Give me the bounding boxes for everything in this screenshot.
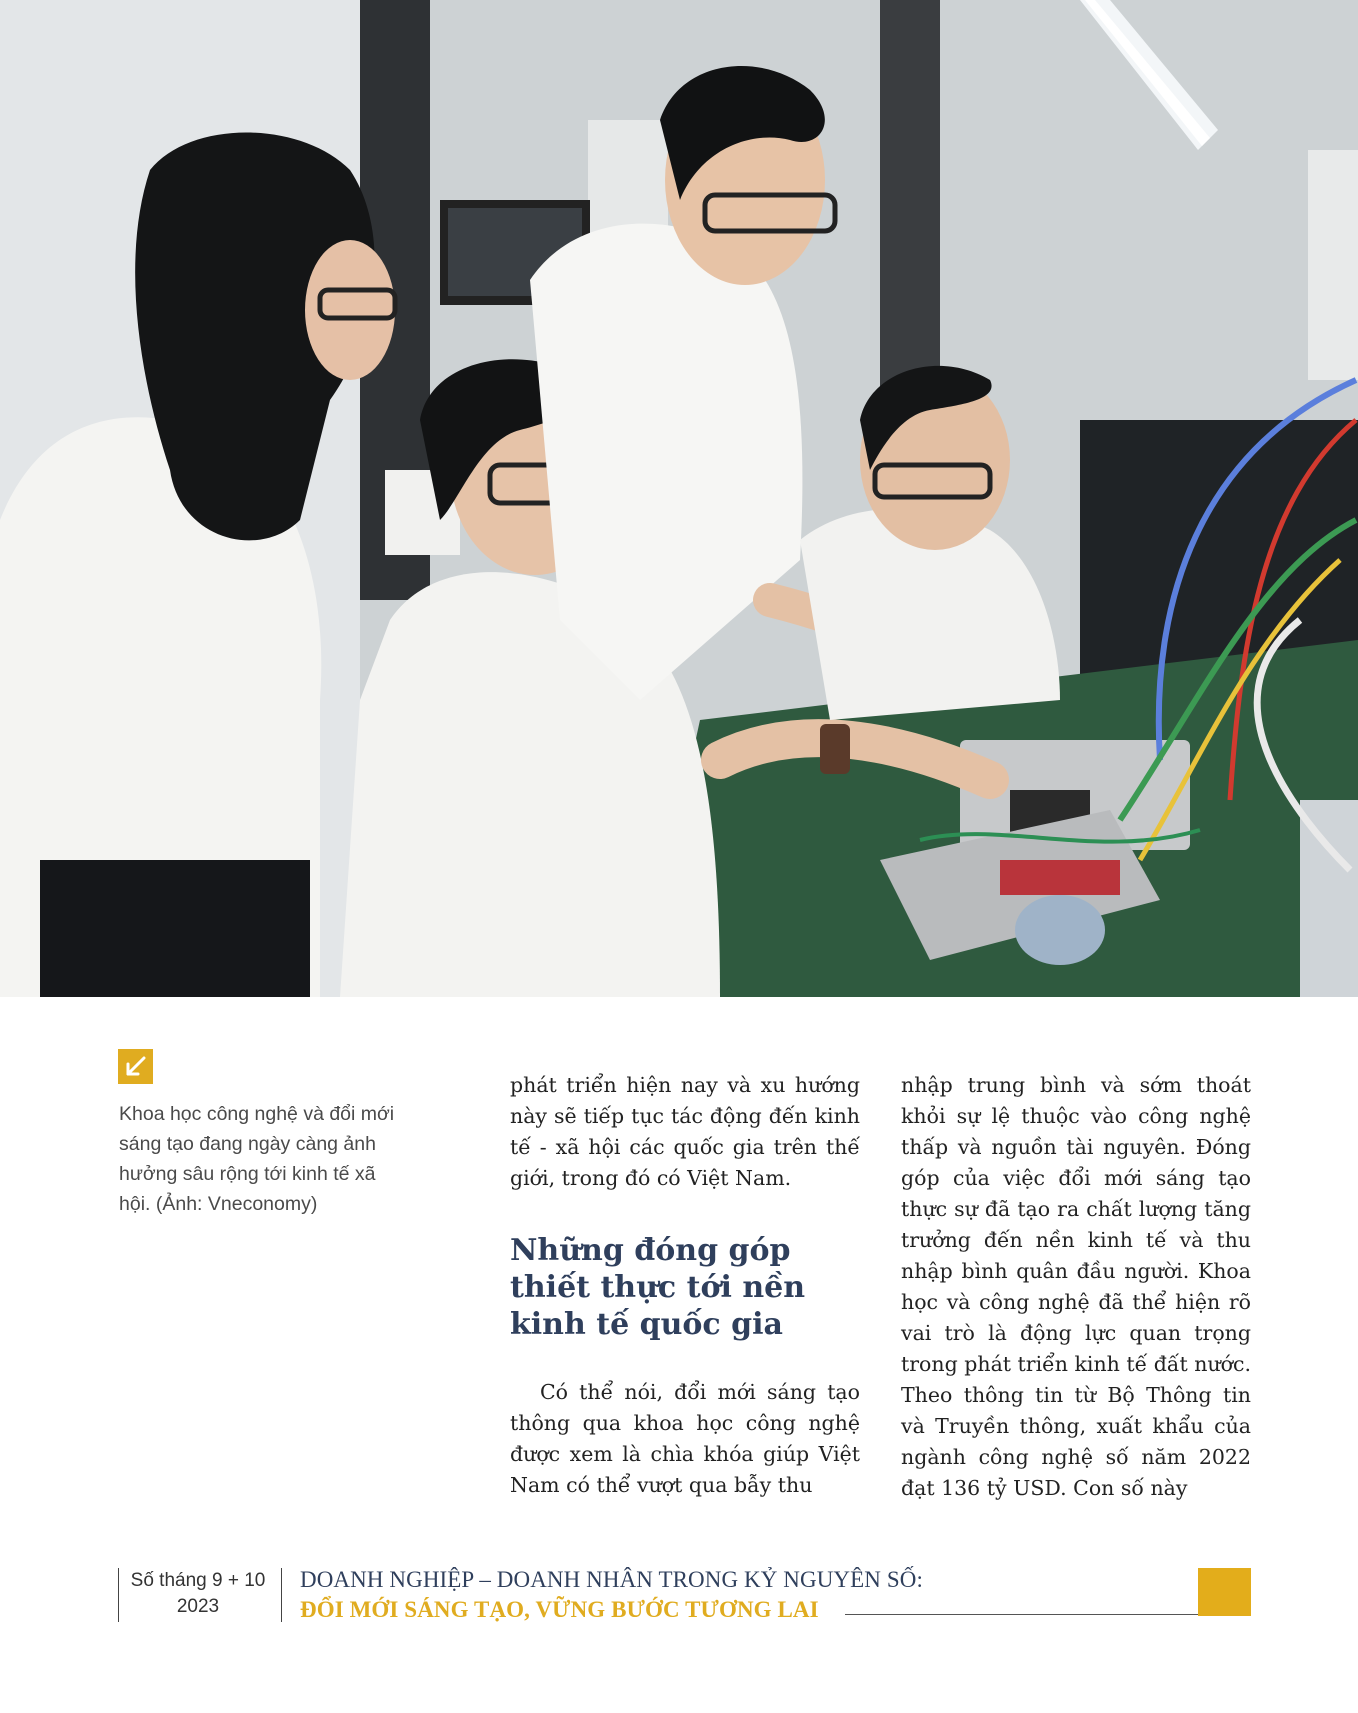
- issue-info: [118, 1568, 277, 1622]
- issue-label: Số tháng 9 + 10: [130, 1570, 266, 1591]
- article-paragraph: phát triển hiện nay và xu hướng này sẽ tiếp tục tác động đến kinh tế - xã hội các quốc gia trên thế giới, trong đó có Việt Nam.: [510, 1073, 860, 1190]
- footer-divider: [281, 1568, 282, 1622]
- issue-year: 2023: [176, 1596, 220, 1617]
- publication-title: [300, 1565, 923, 1625]
- section-heading: Những đóng góp thiết thực tới nền kinh tế quốc gia: [510, 1233, 806, 1342]
- article-column-3: [901, 1070, 1251, 1504]
- arrow-down-left-icon: [118, 1049, 153, 1084]
- article-paragraph: nhập trung bình và sớm thoát khỏi sự lệ thuộc vào công nghệ thấp và nguồn tài nguyên. Đóng góp của việc đổi mới sáng tạo thực sự đã tạo ra chất lượng tăng trưởng đến nền kinh tế và thu nhập bình quân đầu người. Khoa học và công nghệ đã thể hiện rõ vai trò là động lực quan trọng trong phát triển kinh tế đất nước. Theo thông tin từ Bộ Thông tin và Truyền thông, xuất khẩu của ngành công nghệ số năm 2022 đạt 136 tỷ USD. Con số này: [901, 1073, 1251, 1500]
- accent-square: [1198, 1568, 1251, 1616]
- article-column-2: [510, 1070, 860, 1501]
- photo-caption: Khoa học công nghệ và đổi mới sáng tạo đang ngày càng ảnh hưởng sâu rộng tới kinh tế xã hội. (Ảnh: Vneconomy): [119, 1103, 395, 1215]
- publication-title-line2: ĐỔI MỚI SÁNG TẠO, VỮNG BƯỚC TƯƠNG LAI: [300, 1597, 819, 1622]
- publication-title-line1: DOANH NGHIỆP – DOANH NHÂN TRONG KỶ NGUYÊN SỐ:: [300, 1567, 923, 1592]
- footer-rule: [845, 1614, 1223, 1615]
- article-paragraph: Có thể nói, đổi mới sáng tạo thông qua khoa học công nghệ được xem là chìa khóa giúp Việt Nam có thể vượt qua bẫy thu: [510, 1380, 860, 1497]
